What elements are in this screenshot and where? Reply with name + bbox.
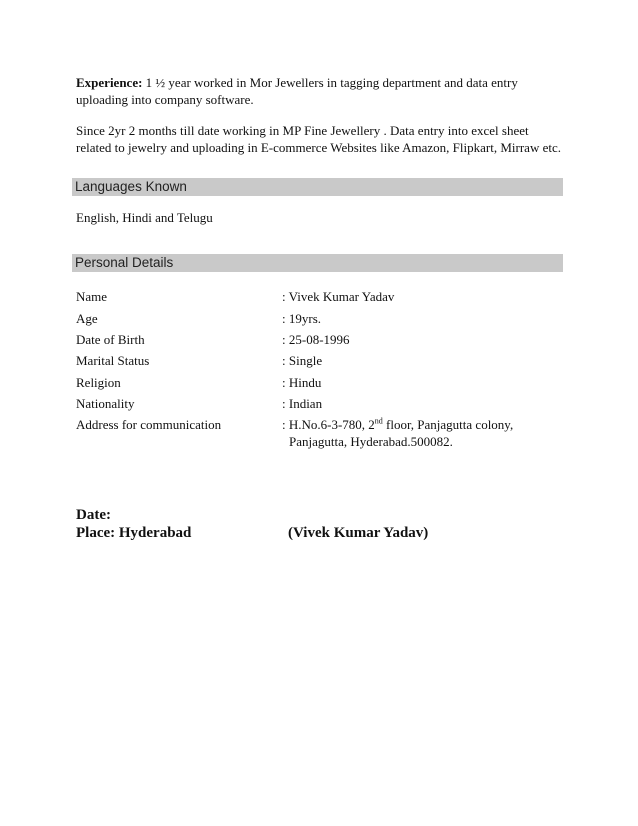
experience-text: 1 ½ year worked in Mor Jewellers in tagging department and data entry uploading into company software.: [76, 75, 518, 107]
place-label: Place: Hyderabad: [76, 525, 192, 541]
detail-label: Name: [76, 289, 108, 304]
detail-label: Age: [76, 311, 98, 326]
detail-label: Address for communication: [76, 417, 222, 432]
address-line1: : H.No.6-3-780, 2nd floor, Panjagutta colony,: [282, 416, 514, 432]
detail-value: : Hindu: [282, 375, 322, 390]
personal-details-heading: Personal Details: [72, 254, 563, 272]
detail-value: : Indian: [282, 396, 323, 411]
detail-value: : 19yrs.: [282, 311, 321, 326]
experience-label: Experience:: [76, 75, 143, 90]
address-line2: Panjagutta, Hyderabad.500082.: [289, 434, 453, 449]
detail-label: Religion: [76, 375, 121, 390]
detail-label: Nationality: [76, 396, 135, 411]
languages-text: English, Hindi and Telugu: [76, 210, 213, 225]
detail-label: Date of Birth: [76, 332, 145, 347]
date-label: Date:: [76, 507, 111, 523]
languages-heading: Languages Known: [72, 178, 563, 196]
detail-value: : Vivek Kumar Yadav: [282, 289, 395, 304]
address-value: [282, 416, 567, 450]
detail-label: Marital Status: [76, 353, 150, 368]
detail-value: : Single: [282, 353, 323, 368]
detail-value: : 25-08-1996: [282, 332, 350, 347]
signature-name: (Vivek Kumar Yadav): [288, 525, 429, 541]
experience-paragraph: [76, 74, 566, 108]
current-experience-paragraph: Since 2yr 2 months till date working in MP Fine Jewellery . Data entry into excel sheet related to jewelry and uploading in E-commerce Websites like Amazon, Flipkart, Mirraw etc.: [76, 123, 561, 155]
